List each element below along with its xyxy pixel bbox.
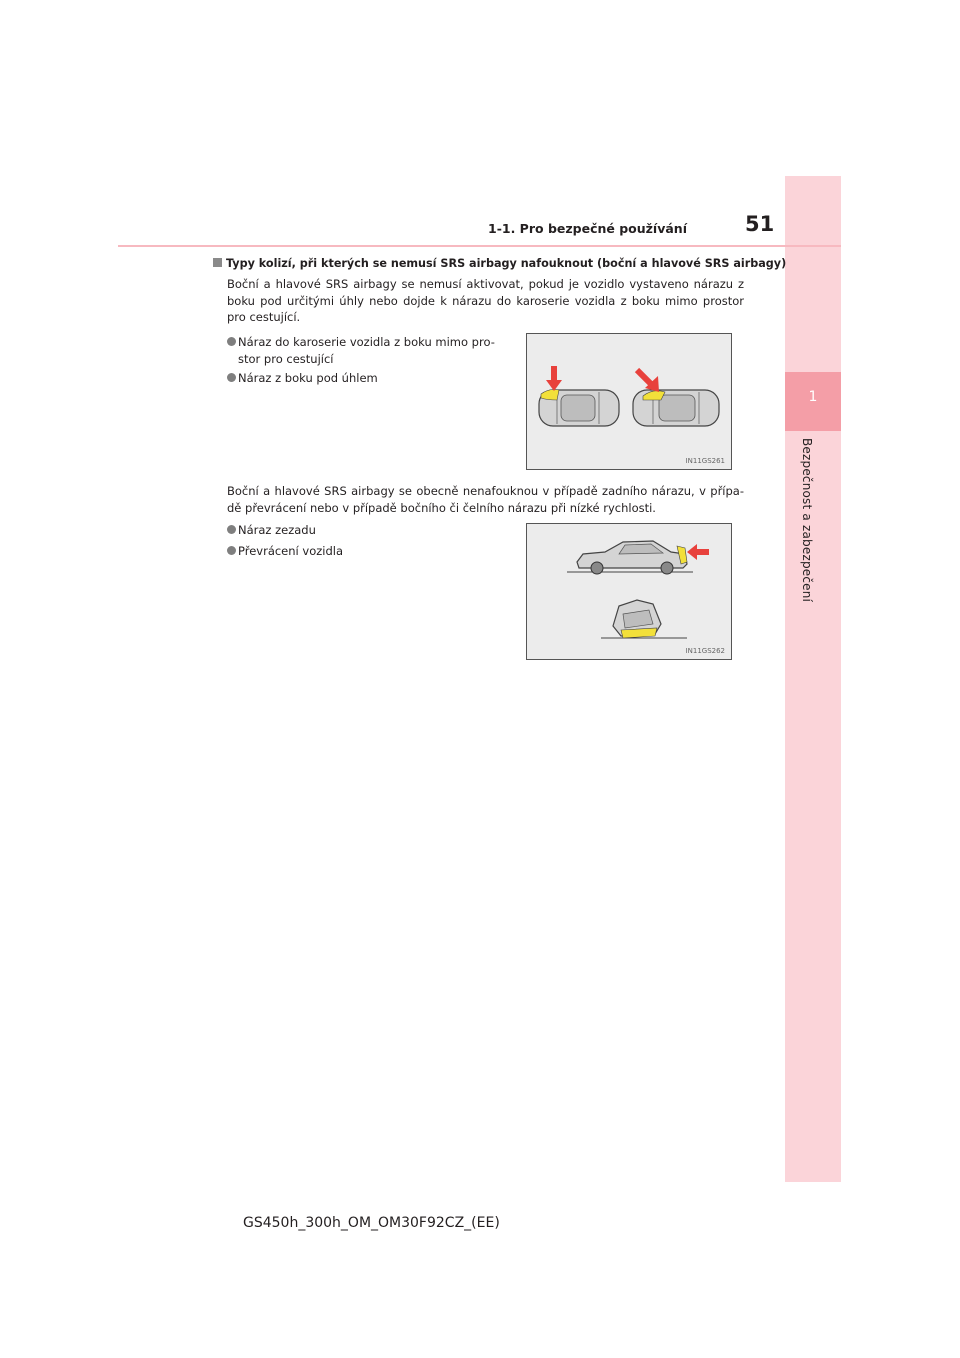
rear-impact-rollover-drawing <box>527 524 733 661</box>
impact-arrow-icon <box>546 366 562 391</box>
car-top-view-icon <box>633 390 719 426</box>
document-id: GS450h_300h_OM_OM30F92CZ_(EE) <box>243 1215 500 1231</box>
header-rule <box>118 245 785 247</box>
list-item <box>227 522 512 539</box>
bullet-dot-icon <box>227 373 236 382</box>
square-bullet-icon <box>213 258 222 267</box>
subsection-heading-text: Typy kolizí, při kterých se nemusí SRS airbagy nafouknout (boční a hlavové SRS airbagy) <box>226 257 787 270</box>
figure-code: IN11GS262 <box>685 647 725 655</box>
chapter-number: 1 <box>808 389 818 405</box>
section-title: 1-1. Pro bezpečné používání <box>488 221 687 236</box>
second-paragraph: Boční a hlavové SRS airbagy se obecně nenafouknou v případě zadního nárazu, v přípa-dě převrácení nebo v případě bočního či čelního nárazu při nízké rychlosti. <box>227 484 744 515</box>
angled-impact-arrow-icon <box>637 370 659 392</box>
car-top-view-icon <box>539 390 619 427</box>
subsection-heading <box>213 257 786 270</box>
list-item-text: Náraz z boku pod úhlem <box>238 371 378 385</box>
chapter-title: Bezpečnost a zabezpečení <box>800 438 814 603</box>
side-impact-illustration <box>526 333 732 470</box>
car-side-view-icon <box>577 541 687 574</box>
bullet-dot-icon <box>227 525 236 534</box>
list-item-text: Převrácení vozidla <box>238 544 344 558</box>
figure-code: IN11GS261 <box>685 457 725 465</box>
list-item-text: Náraz zezadu <box>238 523 316 537</box>
car-rollover-icon <box>613 600 661 638</box>
intro-paragraph: Boční a hlavové SRS airbagy se nemusí aktivovat, pokud je vozidlo vystaveno nárazu z boku pod určitými úhly nebo dojde k nárazu do karoserie vozidla z boku mimo prostor pro cestující. <box>227 277 744 324</box>
chapter-side-tab <box>785 176 841 1182</box>
header-rule-tab <box>785 245 841 247</box>
list-item <box>227 334 512 367</box>
list-item-text: Náraz do karoserie vozidla z boku mimo pro- <box>238 335 495 349</box>
list-item-text-continued: stor pro cestující <box>238 351 334 366</box>
side-impact-drawing <box>527 334 733 471</box>
rear-impact-arrow-icon <box>687 544 709 560</box>
list-item <box>227 543 512 560</box>
bullet-dot-icon <box>227 337 236 346</box>
bullet-dot-icon <box>227 546 236 555</box>
page-number: 51 <box>745 212 775 236</box>
rear-impact-rollover-illustration <box>526 523 732 660</box>
list-item <box>227 370 512 387</box>
